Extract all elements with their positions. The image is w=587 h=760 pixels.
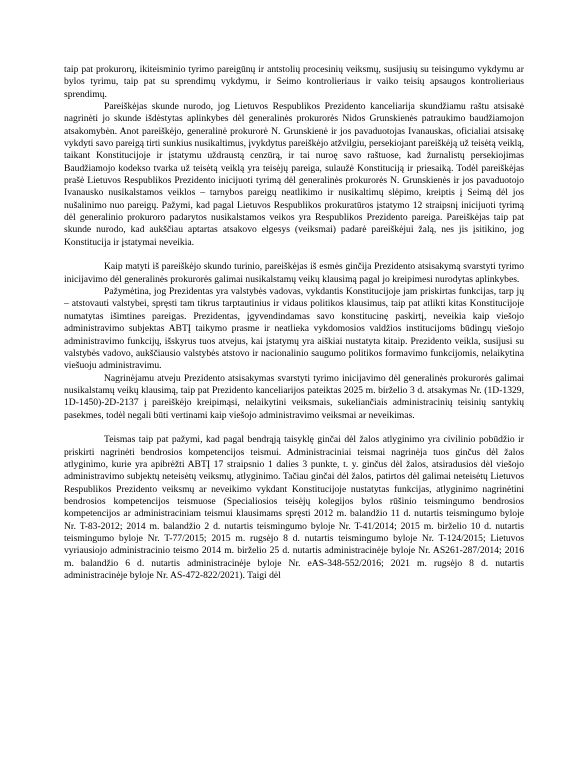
paragraph-5: Nagrinėjamu atveju Prezidento atsisakymas svarstyti tyrimo inicijavimo dėl generalinės prokurorės galimai nusikalstamų veikų klausimą, taip pat Prezidento kanceliarijos pateiktas 2025 m. birželio 3 d. atsakymas Nr. (1D-1329, 1D-1450)-2D-2137 į pareiškėjo kreipimąsi, nelaikytini veiksmais, sukeliančiais administracinių teisinių santykių pasekmes, todėl negali būti vertinami kaip viešojo administravimo veiksmai ar neveikimas. — [64, 372, 524, 421]
paragraph-1: taip pat prokurorų, ikiteisminio tyrimo pareigūnų ir antstolių procesinių veiksmų, susijusių su teisingumo vykdymu ar bylos tyrimu, taip pat su sprendimų vykdymu, ir Seimo kontrolieriaus ir vaiko teisių apsaugos kontrolieriaus sprendimų. — [64, 64, 524, 100]
paragraph-4: Pažymėtina, jog Prezidentas yra valstybės vadovas, vykdantis Konstitucijoje jam priskirtas funkcijas, tarp jų – atstovauti valstybei, spręsti tam tikrus tarptautinius ir vidaus politikos klausimus, taip pat atlikti kitas Konstitucijoje numatytas išimtines pareigas. Prezidentas, įgyvendindamas savo konstitucinę paskirtį, neveikia kaip viešojo administravimo subjektas ABTĮ taikymo prasme ir neatlieka vykdomosios valdžios institucijoms būdingų viešojo administravimo funkcijų, išskyrus tuos atvejus, kai įstatymų yra aiškiai nustatyta kitaip. Prezidento veikla, susijusi su valstybės vadovo, aukščiausio valstybės atstovo ir nacionalinio saugumo politikos formavimo funkcijomis, nelaikytina viešuoju administravimu. — [64, 286, 524, 372]
paragraph-2: Pareiškėjas skunde nurodo, jog Lietuvos Respublikos Prezidento kanceliarija skundžiamu raštu atsisakė nagrinėti jo skunde išdėstytas aplinkybes dėl generalinės prokurorės Nidos Grunskienės patraukimo baudžiamojon atsakomybėn. Anot pareiškėjo, generalinė prokurorė N. Grunskienė ir jos pavaduotojas Ivanauskas, oficialiai atsisakę vykdyti savo pareigą tirti sunkius nusikaltimus, įvykdytus pareiškėjo atžvilgiu, persekiojant pareiškėją už teisėtą veiklą, taikant Konstitucijoje ir įstatymu uždraustą cenzūrą, ir tai nuroę savo raštuose, kad žurnalistų persekiojimas Baudžiamojo kodekso tvarka už teisėtą veiklą yra teisėjų pareiga, sulaužė Konstituciją ir priesaiką. Todėl pareiškėjas prašė Lietuvos Respublikos Prezidento inicijuoti tyrimą dėl generalinės prokurorės N. Grunskienės ir jos pavaduotojo Ivanausko nusikalstamos veiklos – tarnybos pareigų neatlikimo ir nusikaltimų slėpimo, kreiptis į Seimą dėl jos nušalinimo nuo pareigų. Pažymi, kad pagal Lietuvos Respublikos prokuratūros įstatymo 12 straipsnį inicijuoti tyrimą dėl generalinio prokuroro padarytos nusikalstamos veikos yra Respublikos Prezidento pareiga. Pareiškėjas taip pat skunde nurodo, kad aukščiau aptartas atsakovo elgesys (veiksmai) padarė pareiškėjui žalą, nes jis įsitikino, jog Konstitucija ir įstatymai neveikia. — [64, 101, 524, 248]
document-page — [64, 64, 524, 582]
paragraph-3: Kaip matyti iš pareiškėjo skundo turinio, pareiškėjas iš esmės ginčija Prezidento atsisakymą svarstyti tyrimo inicijavimo dėl generalinės prokurorės galimai nusikalstamų veikų klausimą pagal jo kreipimesi nurodytas aplinkybes. — [64, 261, 524, 285]
paragraph-6: Teismas taip pat pažymi, kad pagal bendrąją taisyklę ginčai dėl žalos atlyginimo yra civilinio pobūdžio ir priskirti nagrinėti bendrosios kompetencijos teismui. Administraciniai teismai nagrinėja tuos ginčus dėl žalos atlyginimo, kurie yra apibrėžti ABTĮ 17 straipsnio 1 dalies 3 punkte, t. y. ginčus dėl žalos, atsiradusios dėl viešojo administravimo subjektų neteisėtų veiksmų, atlyginimo. Tačiau ginčai dėl žalos, patirtos dėl galimai neteisėtų Lietuvos Respublikos Prezidento veiksmų ar neveikimo vykdant Konstitucijoje nustatytas funkcijas, atlyginimo nagrinėtini bendrosios kompetencijos teismuose (Specialiosios teisėjų kolegijos bylos rūšinio teismingumo bendrosios kompetencijos ar administraciniam teismui klausimams spręsti 2012 m. balandžio 11 d. nutartis teismingumo byloje Nr. T-83-2012; 2014 m. balandžio 2 d. nutartis teismingumo byloje Nr. T-41/2014; 2015 m. birželio 10 d. nutartis teismingumo byloje Nr. T-77/2015; 2015 m. rugsėjo 8 d. nutartis teismingumo byloje Nr. T-124/2015; Lietuvos vyriausiojo administracinio teismo 2014 m. birželio 25 d. nutartis administracinėje byloje Nr. AS261-287/2014; 2016 m. balandžio 6 d. nutartis administracinėje byloje Nr. eAS-348-552/2016; 2021 m. rugsėjo 8 d. nutartis administracinėje byloje Nr. AS-472-822/2021). Taigi dėl — [64, 434, 524, 581]
